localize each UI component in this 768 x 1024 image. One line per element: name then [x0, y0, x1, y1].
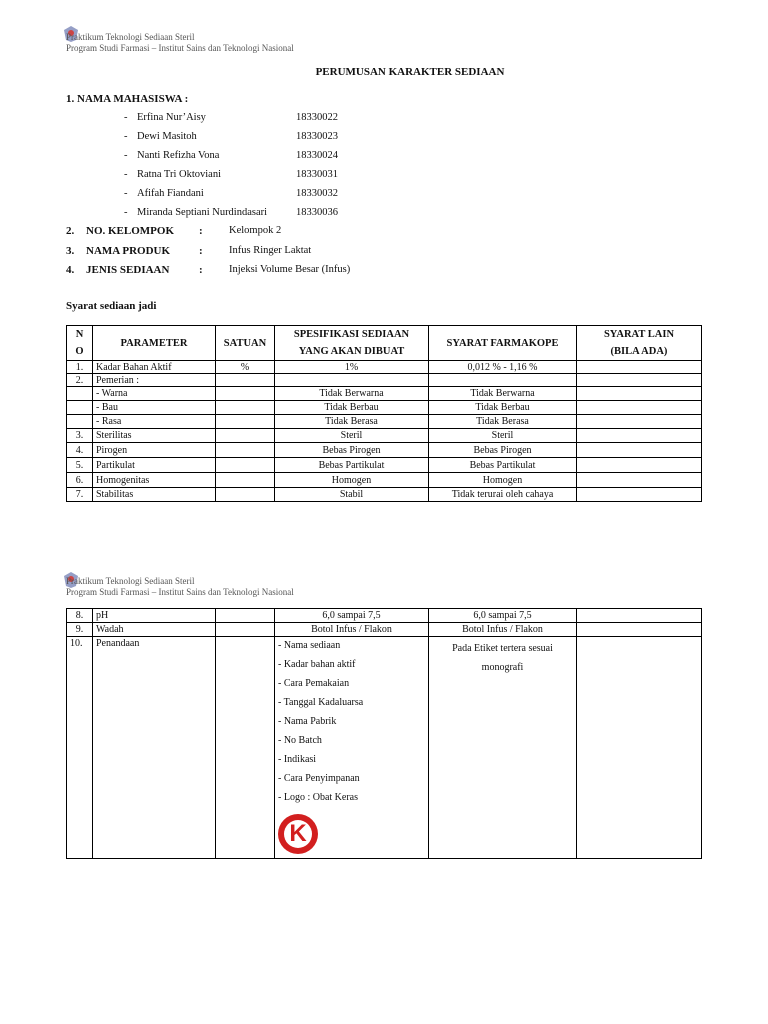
cell-farmakope: [429, 374, 577, 387]
cell-no: [67, 387, 93, 401]
student-name: Nanti Refizha Vona: [137, 150, 220, 161]
cell-spesifikasi: Homogen: [275, 473, 429, 488]
labeling-item: - Tanggal Kadaluarsa: [278, 697, 364, 708]
cell-spesifikasi-penandaan: [275, 637, 429, 859]
cell-no: [67, 401, 93, 415]
cell-no: 4.: [67, 443, 93, 458]
obat-keras-logo-letter: K: [289, 820, 307, 847]
student-dash: -: [124, 188, 128, 199]
student-name: Ratna Tri Oktoviani: [137, 169, 222, 180]
cell-satuan: [216, 488, 275, 502]
labeling-item: - Cara Penyimpanan: [278, 773, 360, 784]
student-id: 18330032: [296, 188, 338, 199]
cell-satuan: [216, 458, 275, 473]
cell-no: 10.: [67, 637, 93, 859]
cell-spesifikasi: 6,0 sampai 7,5: [275, 609, 429, 623]
cell-no: 2.: [67, 374, 93, 387]
table-row-penandaan: [67, 637, 702, 859]
cell-satuan: [216, 623, 275, 637]
cell-syarat-lain: [577, 361, 702, 374]
cell-spesifikasi: 1%: [275, 361, 429, 374]
info-num: 4.: [66, 264, 75, 276]
cell-farmakope: Tidak Berwarna: [429, 387, 577, 401]
table-row: [67, 458, 702, 473]
cell-satuan: [216, 401, 275, 415]
cell-farmakope-penandaan: Pada Etiket tertera sesuai monografi: [429, 637, 577, 859]
student-dash: -: [124, 112, 128, 123]
cell-spesifikasi: Tidak Berasa: [275, 415, 429, 429]
cell-satuan: [216, 387, 275, 401]
header-line-2-page-2: Program Studi Farmasi – Institut Sains dan Teknologi Nasional: [66, 587, 294, 597]
student-id: 18330036: [296, 207, 338, 218]
cell-parameter: Penandaan: [93, 637, 216, 859]
info-label: NO. KELOMPOK: [86, 225, 174, 237]
cell-satuan: [216, 374, 275, 387]
requirements-table-part-1: [66, 325, 702, 502]
cell-parameter: Pirogen: [93, 443, 216, 458]
header-line-1-page-2: Praktikum Teknologi Sediaan Steril: [66, 576, 195, 586]
cell-syarat-lain: [577, 458, 702, 473]
cell-farmakope: 6,0 sampai 7,5: [429, 609, 577, 623]
cell-spesifikasi: Bebas Pirogen: [275, 443, 429, 458]
info-colon: :: [199, 225, 203, 237]
table-header-row: [67, 326, 702, 361]
table-row: [67, 488, 702, 502]
table-row: [67, 609, 702, 623]
cell-spesifikasi: Steril: [275, 429, 429, 443]
labeling-item: - Cara Pemakaian: [278, 678, 350, 689]
cell-parameter: Stabilitas: [93, 488, 216, 502]
requirements-table-part-2: [66, 608, 702, 859]
student-id: 18330022: [296, 112, 338, 123]
cell-syarat-lain: [577, 637, 702, 859]
cell-no: 5.: [67, 458, 93, 473]
info-num: 2.: [66, 225, 75, 237]
cell-syarat-lain: [577, 401, 702, 415]
table-row: [67, 429, 702, 443]
cell-parameter: Kadar Bahan Aktif: [93, 361, 216, 374]
cell-parameter: - Warna: [93, 387, 216, 401]
cell-syarat-lain: [577, 488, 702, 502]
cell-farmakope: Steril: [429, 429, 577, 443]
student-dash: -: [124, 150, 128, 161]
cell-satuan: [216, 443, 275, 458]
student-name: Afifah Fiandani: [137, 188, 204, 199]
cell-syarat-lain: [577, 429, 702, 443]
cell-farmakope: Tidak Berbau: [429, 401, 577, 415]
header-line-2: Program Studi Farmasi – Institut Sains dan Teknologi Nasional: [66, 43, 294, 53]
cell-satuan: [216, 609, 275, 623]
info-label: JENIS SEDIAAN: [86, 264, 170, 276]
cell-spesifikasi: [275, 374, 429, 387]
header-line-1: Praktikum Teknologi Sediaan Steril: [66, 32, 195, 42]
cell-parameter: pH: [93, 609, 216, 623]
table-row: [67, 387, 702, 401]
student-id: 18330024: [296, 150, 338, 161]
cell-farmakope: Botol Infus / Flakon: [429, 623, 577, 637]
labeling-item: - Nama sediaan: [278, 640, 341, 651]
cell-farmakope: Tidak terurai oleh cahaya: [429, 488, 577, 502]
header-spesifikasi: SPESIFIKASI SEDIAAN YANG AKAN DIBUAT: [275, 326, 429, 361]
section-title: Syarat sediaan jadi: [66, 300, 157, 312]
info-value: Injeksi Volume Besar (Infus): [229, 264, 351, 275]
info-colon: :: [199, 244, 203, 257]
cell-parameter: - Rasa: [93, 415, 216, 429]
cell-parameter: Partikulat: [93, 458, 216, 473]
table-row: [67, 415, 702, 429]
cell-farmakope: Bebas Partikulat: [429, 458, 577, 473]
student-name: Erfina Nur’Aisy: [137, 112, 206, 123]
cell-satuan: [216, 429, 275, 443]
cell-parameter: Wadah: [93, 623, 216, 637]
labeling-item: - Nama Pabrik: [278, 716, 337, 727]
cell-syarat-lain: [577, 473, 702, 488]
cell-parameter: Homogenitas: [93, 473, 216, 488]
labeling-item: - Indikasi: [278, 754, 317, 765]
header-no: N O: [67, 326, 93, 361]
student-dash: -: [124, 169, 128, 180]
labeling-item: - No Batch: [278, 735, 322, 746]
cell-no: 1.: [67, 361, 93, 374]
cell-syarat-lain: [577, 387, 702, 401]
cell-spesifikasi: Tidak Berbau: [275, 401, 429, 415]
table-row: [67, 374, 702, 387]
header-satuan: SATUAN: [216, 326, 275, 361]
cell-no: 7.: [67, 488, 93, 502]
cell-no: 6.: [67, 473, 93, 488]
info-value: Kelompok 2: [229, 225, 282, 236]
cell-syarat-lain: [577, 609, 702, 623]
cell-syarat-lain: [577, 415, 702, 429]
cell-satuan: [216, 415, 275, 429]
labeling-list: [278, 639, 425, 810]
cell-syarat-lain: [577, 443, 702, 458]
student-name: Miranda Septiani Nurdindasari: [137, 207, 268, 218]
cell-spesifikasi: Stabil: [275, 488, 429, 502]
cell-satuan: %: [216, 361, 275, 374]
student-dash: -: [124, 207, 128, 218]
cell-no: 9.: [67, 623, 93, 637]
student-id: 18330023: [296, 131, 338, 142]
cell-parameter: - Bau: [93, 401, 216, 415]
header-syarat-lain: SYARAT LAIN (BILA ADA): [577, 326, 702, 361]
table-row: [67, 623, 702, 637]
table-row: [67, 443, 702, 458]
obat-keras-logo: [278, 814, 318, 854]
info-colon: :: [199, 264, 203, 276]
table-row: [67, 361, 702, 374]
cell-farmakope: 0,012 % - 1,16 %: [429, 361, 577, 374]
cell-spesifikasi: Bebas Partikulat: [275, 458, 429, 473]
student-names-label: 1. NAMA MAHASISWA :: [66, 93, 189, 105]
cell-no: [67, 415, 93, 429]
cell-satuan: [216, 637, 275, 859]
cell-parameter: Sterilitas: [93, 429, 216, 443]
cell-spesifikasi: Tidak Berwarna: [275, 387, 429, 401]
page-title: PERUMUSAN KARAKTER SEDIAAN: [315, 66, 505, 78]
cell-no: 3.: [67, 429, 93, 443]
cell-syarat-lain: [577, 623, 702, 637]
table-row: [67, 401, 702, 415]
labeling-item: - Logo : Obat Keras: [278, 792, 358, 803]
info-value: Infus Ringer Laktat: [229, 244, 312, 256]
cell-farmakope: Bebas Pirogen: [429, 443, 577, 458]
cell-spesifikasi: Botol Infus / Flakon: [275, 623, 429, 637]
student-id: 18330031: [296, 169, 338, 180]
labeling-item: - Kadar bahan aktif: [278, 659, 356, 670]
header-parameter: PARAMETER: [93, 326, 216, 361]
cell-farmakope: Homogen: [429, 473, 577, 488]
cell-no: 8.: [67, 609, 93, 623]
header-farmakope: SYARAT FARMAKOPE: [429, 326, 577, 361]
cell-parameter: Pemerian :: [93, 374, 216, 387]
student-name: Dewi Masitoh: [137, 131, 197, 142]
cell-syarat-lain: [577, 374, 702, 387]
cell-satuan: [216, 473, 275, 488]
cell-farmakope: Tidak Berasa: [429, 415, 577, 429]
info-label: NAMA PRODUK: [86, 244, 171, 257]
table-row: [67, 473, 702, 488]
info-num: 3.: [66, 244, 75, 257]
student-dash: -: [124, 131, 128, 142]
